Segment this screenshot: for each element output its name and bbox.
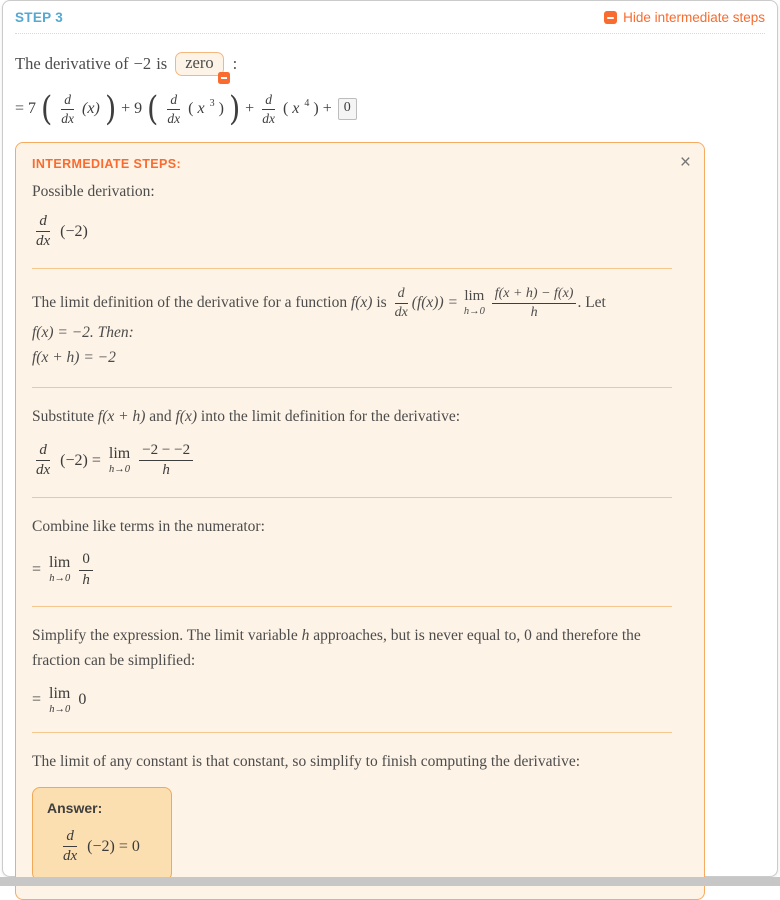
- difference-quotient-fraction: [492, 286, 577, 321]
- fraction-numerator: d: [36, 442, 50, 461]
- lim-subscript: h→0: [463, 305, 485, 317]
- step-header: [3, 1, 777, 33]
- eq-plus: +: [245, 100, 255, 118]
- hide-intermediate-steps-label: Hide intermediate steps: [623, 10, 765, 25]
- substitute-word: Substitute: [32, 408, 95, 426]
- statement-value: −2: [133, 54, 152, 73]
- lim-word: lim: [464, 287, 485, 304]
- substitution-equation: [32, 442, 688, 480]
- fraction-numerator: d: [262, 92, 275, 110]
- eq-equals: =: [32, 691, 42, 709]
- simplified-equation: [32, 686, 688, 716]
- header-divider: [15, 33, 765, 34]
- answer-equation: [47, 828, 157, 866]
- fraction-denominator: dx: [36, 462, 51, 479]
- fraction-denominator: dx: [36, 233, 51, 250]
- eq-equals: =: [32, 561, 42, 579]
- limit-operator: [464, 289, 485, 318]
- lim-subscript: h→0: [49, 703, 71, 715]
- statement-colon: :: [232, 54, 238, 73]
- answer-box: [32, 787, 172, 881]
- fx-equals-neg2: f(x) = −2. Then:: [32, 323, 134, 341]
- substitute-paragraph: [32, 405, 688, 430]
- fraction-denominator: dx: [61, 110, 75, 126]
- fraction-d-dx: [33, 442, 53, 480]
- derivation-expression: [32, 213, 688, 251]
- fraction-denominator: dx: [63, 848, 78, 865]
- step-card: [2, 0, 778, 877]
- lim-subscript: h→0: [109, 464, 131, 476]
- highlighted-zero-box: 0: [338, 98, 357, 119]
- simplify-intro: Simplify the expression. The limit variable: [32, 626, 298, 644]
- of-fx-equals: (f(x)) =: [411, 293, 458, 311]
- hide-intermediate-steps-button[interactable]: [604, 10, 765, 25]
- limit-definition-paragraph: [32, 286, 688, 371]
- statement-verb: is: [156, 54, 168, 73]
- section-divider: [32, 732, 672, 733]
- and-word: and: [149, 408, 172, 426]
- limit-operator: [49, 686, 70, 716]
- eq-equals: =: [15, 100, 25, 118]
- fraction-denominator: h: [82, 571, 90, 588]
- fraction-numerator: 0: [79, 551, 93, 570]
- fraction-denominator: h: [162, 462, 170, 479]
- limit-operator: [49, 555, 70, 585]
- eq-lparen: (: [188, 100, 194, 118]
- big-right-paren: ): [104, 88, 117, 129]
- fraction-d-dx: [33, 213, 53, 251]
- operand-neg2: (−2): [60, 222, 88, 240]
- highlighted-term-box[interactable]: [175, 52, 223, 76]
- eq-rparen: ): [218, 100, 224, 118]
- fraction-numerator: d: [61, 92, 74, 110]
- section-divider: [32, 387, 672, 388]
- big-left-paren: (: [41, 88, 53, 129]
- step-title: STEP 3: [15, 10, 64, 25]
- section-divider: [32, 268, 672, 269]
- lim-word: lim: [108, 445, 131, 463]
- minus-icon: [604, 11, 617, 24]
- section-divider: [32, 606, 672, 607]
- fraction-d-dx: [259, 92, 278, 126]
- substituted-fraction: [139, 442, 193, 480]
- intermediate-steps-panel: [15, 142, 705, 900]
- big-left-paren: (: [147, 88, 159, 129]
- simplify-tail: approaches, but is never equal to, 0 and therefore the fraction can be simplified:: [32, 626, 641, 669]
- combined-equation: [32, 551, 688, 589]
- fx-symbol: f(x): [175, 408, 198, 426]
- limit-def-intro: The limit definition of the derivative for a function: [32, 293, 348, 311]
- let-word: . Let: [577, 293, 606, 311]
- eq-plus: +: [322, 100, 332, 118]
- eq-plus: +: [121, 100, 131, 118]
- constant-limit-paragraph: The limit of any constant is that constant, so simplify to finish computing the derivative:: [32, 753, 581, 770]
- substitute-tail: into the limit definition for the derivative:: [200, 408, 461, 426]
- operand-neg2-equals: (−2) =: [60, 451, 101, 469]
- limit-operator: [109, 446, 130, 476]
- eq-coeff-7: 7: [28, 100, 37, 118]
- statement-prefix: The derivative of: [15, 54, 129, 73]
- lim-word: lim: [49, 554, 71, 572]
- fraction-numerator: d: [167, 92, 180, 110]
- eq-of-x: (x): [82, 100, 100, 118]
- page-background-strip: [0, 877, 780, 886]
- lim-word: lim: [49, 684, 71, 702]
- section-divider: [32, 497, 672, 498]
- eq-var-x: x: [292, 100, 300, 118]
- possible-derivation-label: Possible derivation:: [32, 183, 155, 201]
- combine-terms-paragraph: Combine like terms in the numerator:: [32, 517, 265, 535]
- fraction-denominator: dx: [167, 110, 181, 126]
- fraction-numerator: f(x + h) − f(x): [492, 286, 577, 304]
- h-symbol: h: [301, 626, 310, 644]
- fraction-numerator: d: [395, 286, 408, 304]
- eq-exponent-3: 3: [209, 97, 215, 109]
- minus-icon-bar: [607, 17, 614, 19]
- fraction-denominator: dx: [394, 304, 408, 320]
- fraction-denominator: dx: [262, 110, 275, 126]
- highlighted-term: zero: [185, 53, 214, 72]
- collapse-badge-icon[interactable]: [218, 72, 230, 84]
- panel-title: INTERMEDIATE STEPS:: [32, 157, 182, 172]
- simplify-paragraph: [32, 624, 688, 674]
- fxh-equals-neg2: f(x + h) = −2: [32, 348, 116, 366]
- fraction-d-dx: [58, 92, 77, 126]
- fraction-d-dx: [164, 92, 183, 126]
- answer-rhs: (−2) = 0: [87, 837, 140, 855]
- big-right-paren: ): [228, 88, 241, 129]
- eq-rparen: ): [313, 100, 319, 118]
- main-equation: [15, 88, 765, 129]
- close-icon[interactable]: ×: [679, 152, 691, 174]
- fx-symbol: f(x): [350, 293, 373, 311]
- eq-var-x: x: [197, 100, 205, 118]
- fraction-numerator: d: [36, 213, 50, 232]
- fraction-denominator: h: [530, 304, 538, 320]
- eq-coeff-9: 9: [134, 100, 143, 118]
- collapse-badge-bar: [221, 77, 227, 79]
- lim-subscript: h→0: [49, 573, 71, 585]
- fraction-numerator: −2 − −2: [139, 442, 193, 461]
- fraction-d-dx: [60, 828, 80, 866]
- limit-operand-zero: 0: [78, 691, 87, 709]
- eq-lparen: (: [282, 100, 289, 118]
- fraction-numerator: d: [63, 828, 77, 847]
- zero-over-h-fraction: [79, 551, 93, 589]
- answer-label: Answer:: [47, 799, 103, 816]
- eq-exponent-4: 4: [304, 97, 310, 109]
- is-word: is: [376, 293, 387, 311]
- fraction-d-dx: [392, 286, 411, 321]
- fxh-symbol: f(x + h): [97, 408, 146, 426]
- step-statement: [15, 52, 765, 76]
